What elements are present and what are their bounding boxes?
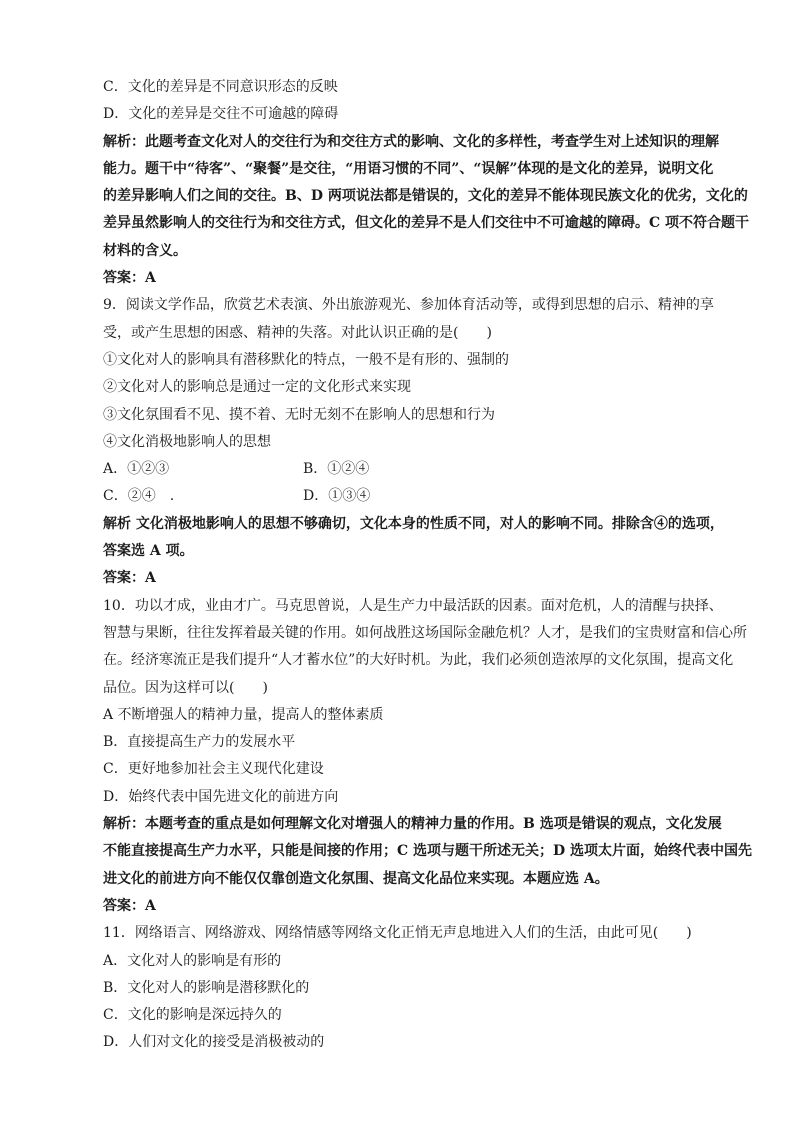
- q9-stem-line: 受，或产生思想的困惑、精神的失落。对此认识正确的是( ): [103, 324, 492, 341]
- q11-option-c: C．文化的影响是深远持久的: [103, 1007, 282, 1024]
- q10-stem-line: 智慧与果断，往往发挥着最关键的作用。如何战胜这场国际金融危机？人才，是我们的宝贵财富和信心所: [103, 624, 747, 641]
- q9-statement-1: ①文化对人的影响具有潜移默化的特点，一般不是有形的、强制的: [103, 351, 509, 368]
- q8-option-c: C．文化的差异是不同意识形态的反映: [103, 79, 338, 95]
- q10-answer: 答案：A: [103, 897, 156, 914]
- q10-option-b: B．直接提高生产力的发展水平: [103, 734, 296, 751]
- q10-option-a: A 不断增强人的精神力量，提高人的整体素质: [103, 706, 384, 723]
- q10-explanation: [103, 811, 753, 893]
- page-content: [103, 74, 753, 1057]
- q9-explanation: [103, 511, 724, 566]
- q11-stem-line: 11．网络语言、网络游戏、网络情感等网络文化正悄无声息地进入人们的生活，由此可见( ): [103, 925, 692, 942]
- q10-explanation-line: 进文化的前进方向不能仅仅靠创造文化氛围、提高文化品位来实现。本题应选 A。: [103, 870, 609, 887]
- q10-explanation-line: 解析：本题考查的重点是如何理解文化对增强人的精神力量的作用。B 选项是错误的观点，文化发展: [103, 816, 722, 833]
- q8-explanation-line: 材料的含义。: [103, 242, 187, 259]
- q8-explanation-line: 的差异影响人们之间的交往。B、D 两项说法都是错误的，文化的差异不能体现民族文化的优劣，文化的: [103, 188, 748, 205]
- q10-option-c: C．更好地参加社会主义现代化建设: [103, 761, 324, 778]
- q9-statement-4: ④文化消极地影响人的思想: [103, 433, 271, 450]
- q9-explanation-line: 解析 文化消极地影响人的思想不够确切，文化本身的性质不同，对人的影响不同。排除含④的选项，: [103, 515, 724, 532]
- q10-stem-line: 在。经济寒流正是我们提升“人才蓄水位”的大好时机。为此，我们必须创造浓厚的文化氛围，提高文化: [103, 652, 734, 669]
- q11-option-b: B．文化对人的影响是潜移默化的: [103, 979, 310, 996]
- q11-option-d: D．人们对文化的接受是消极被动的: [103, 1034, 325, 1051]
- q9-option-b: B．①②④: [303, 461, 370, 478]
- q10-explanation-label: 解析：: [103, 816, 145, 833]
- q9-stem-line: 9．阅读文学作品，欣赏艺术表演、外出旅游观光、参加体育活动等，或得到思想的启示、精神的享: [103, 297, 714, 314]
- q9-statement-3: ③文化氛围看不见、摸不着、无时无刻不在影响人的思想和行为: [103, 406, 495, 423]
- q9-explanation-label: 解析: [103, 515, 131, 532]
- q9-option-d: D．①③④: [303, 488, 371, 505]
- q8-explanation-line: 能力。题干中“待客”、“聚餐”是交往，“用语习惯的不同”、“误解”体现的是文化的差异，说明文化: [103, 160, 714, 177]
- q9-option-c: C．②④ .: [103, 488, 175, 505]
- q8-explanation-line: 解析：此题考查文化对人的交往行为和交往方式的影响、文化的多样性，考查学生对上述知识的理解: [103, 133, 719, 150]
- q9-options-row-2: [103, 483, 717, 510]
- q11-option-a: A．文化对人的影响是有形的: [103, 952, 282, 969]
- q10-stem-line: 10．功以才成，业由才广。马克思曾说，人是生产力中最活跃的因素。面对危机，人的清醒与抉择、: [103, 597, 723, 614]
- q9-explanation-line: 答案选 A 项。: [103, 543, 194, 560]
- q10-option-d: D．始终代表中国先进文化的前进方向: [103, 788, 339, 805]
- q8-explanation-line: 差异虽然影响人的交往行为和交往方式，但文化的差异不是人们交往中不可逾越的障碍。C 项不符合题干: [103, 215, 750, 232]
- q9-options-row-1: [103, 456, 717, 483]
- q8-explanation-label: 解析：: [103, 133, 145, 150]
- q9-statement-2: ②文化对人的影响总是通过一定的文化形式来实现: [103, 379, 411, 396]
- q9-answer: 答案：A: [103, 570, 156, 587]
- q8-option-d: D．文化的差异是交往不可逾越的障碍: [103, 106, 339, 123]
- q10-explanation-line: 不能直接提高生产力水平，只能是间接的作用；C 选项与题干所述无关；D 选项太片面，始终代表中国先: [103, 843, 753, 860]
- q10-stem-line: 品位。因为这样可以( ): [103, 679, 268, 696]
- q8-answer: 答案：A: [103, 270, 156, 287]
- q8-explanation: [103, 129, 750, 265]
- q9-option-a: A．①②③: [103, 461, 170, 478]
